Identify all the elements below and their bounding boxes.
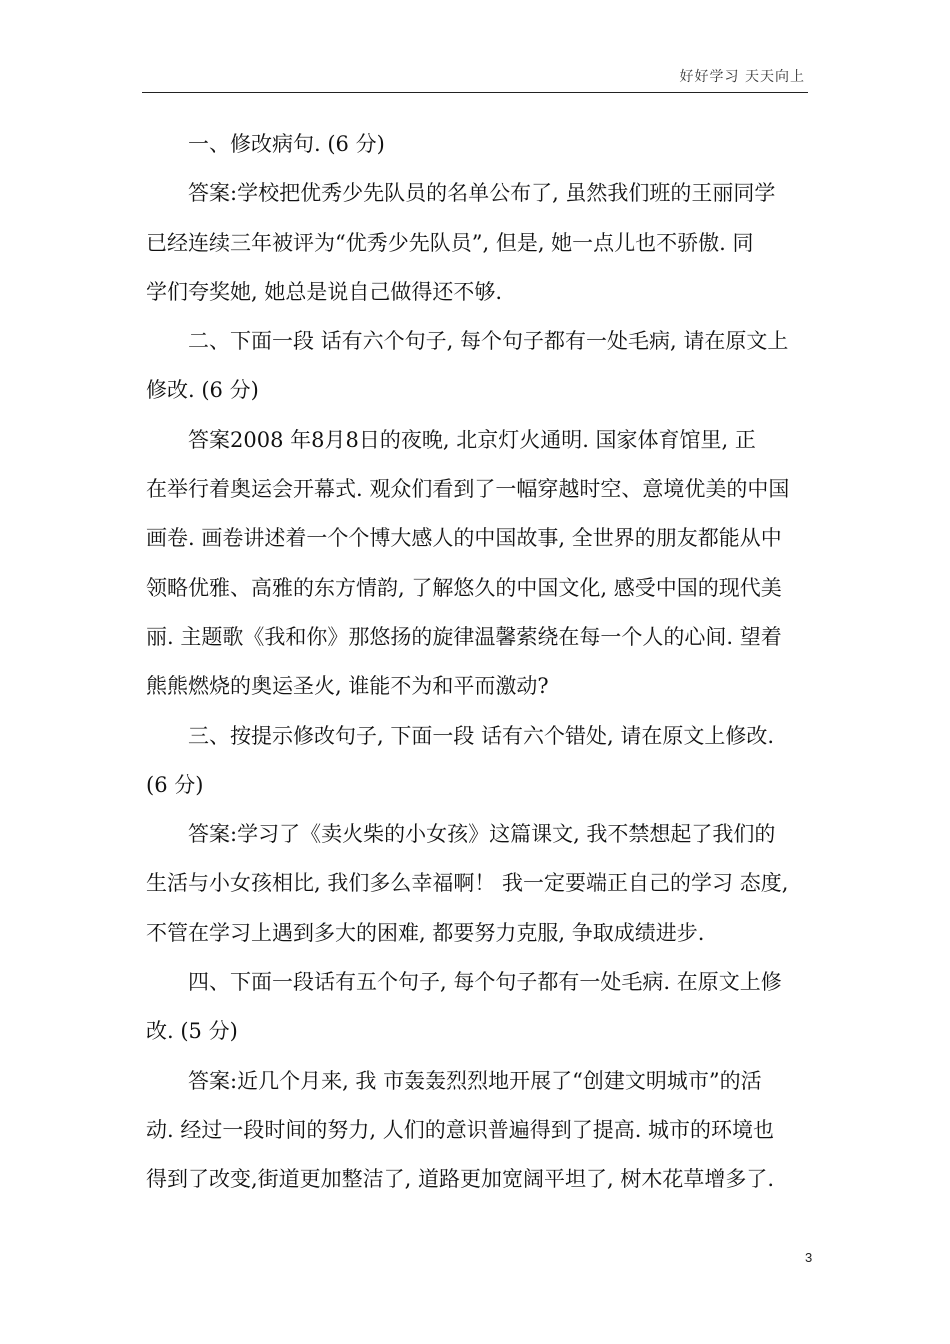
text-line: 画卷. 画卷讲述着一个个博大感人的中国故事, 全世界的朋友都能从中 [146, 526, 782, 551]
text-line: 学们夸奖她, 她总是说自己做得还不够. [146, 279, 503, 304]
text-line: 不管在学习上遇到多大的困难, 都要努力克服, 争取成绩进步. [146, 920, 705, 945]
text-line: 领略优雅、高雅的东方情韵, 了解悠久的中国文化, 感受中国的现代美 [146, 575, 782, 600]
text-line: 三、按提示修改句子, 下面一段 话有六个错处, 请在原文上修改. [188, 723, 775, 748]
text-line: 答案:学校把优秀少先队员的名单公布了, 虽然我们班的王丽同学 [188, 181, 776, 206]
page-header-text: 好好学习 天天向上 [679, 69, 805, 85]
text-line: 动. 经过一段时间的努力, 人们的意识普遍得到了提高. 城市的环境也 [146, 1117, 775, 1142]
text-line: 生活与小女孩相比, 我们多么幸福啊！ 我一定要端正自己的学习 态度, [146, 871, 789, 896]
text-line: 一、修改病句. (6 分) [188, 132, 385, 156]
header-divider [142, 92, 808, 93]
text-line: 得到了改变,街道更加整洁了, 道路更加宽阔平坦了, 树木花草增多了. [146, 1167, 775, 1192]
text-line: 答案2008 年8月8日的夜晚, 北京灯火通明. 国家体育馆里, 正 [188, 427, 756, 452]
document-body [146, 120, 806, 1205]
text-line: 熊熊燃烧的奥运圣火, 谁能不为和平而激动? [146, 674, 549, 699]
text-line: 二、下面一段 话有六个句子, 每个句子都有一处毛病, 请在原文上 [188, 329, 789, 354]
text-line: 答案:近几个月来, 我 市轰轰烈烈地开展了“创建文明城市”的活 [188, 1068, 762, 1093]
text-line: 四、下面一段话有五个句子, 每个句子都有一处毛病. 在原文上修 [188, 970, 782, 995]
page-number: 3 [805, 1250, 813, 1265]
text-line: 丽. 主题歌《我和你》那悠扬的旋律温馨萦绕在每一个人的心间. 望着 [146, 624, 782, 649]
text-line: 修改. (6 分) [146, 378, 259, 403]
text-line: 改. (5 分) [146, 1019, 238, 1044]
text-line: 答案:学习了《卖火柴的小女孩》这篇课文, 我不禁想起了我们的 [188, 822, 776, 847]
text-line: 已经连续三年被评为“优秀少先队员”, 但是, 她一点儿也不骄傲. 同 [146, 230, 754, 255]
text-line: (6 分) [146, 772, 204, 797]
text-line: 在举行着奥运会开幕式. 观众们看到了一幅穿越时空、意境优美的中国 [146, 477, 790, 502]
